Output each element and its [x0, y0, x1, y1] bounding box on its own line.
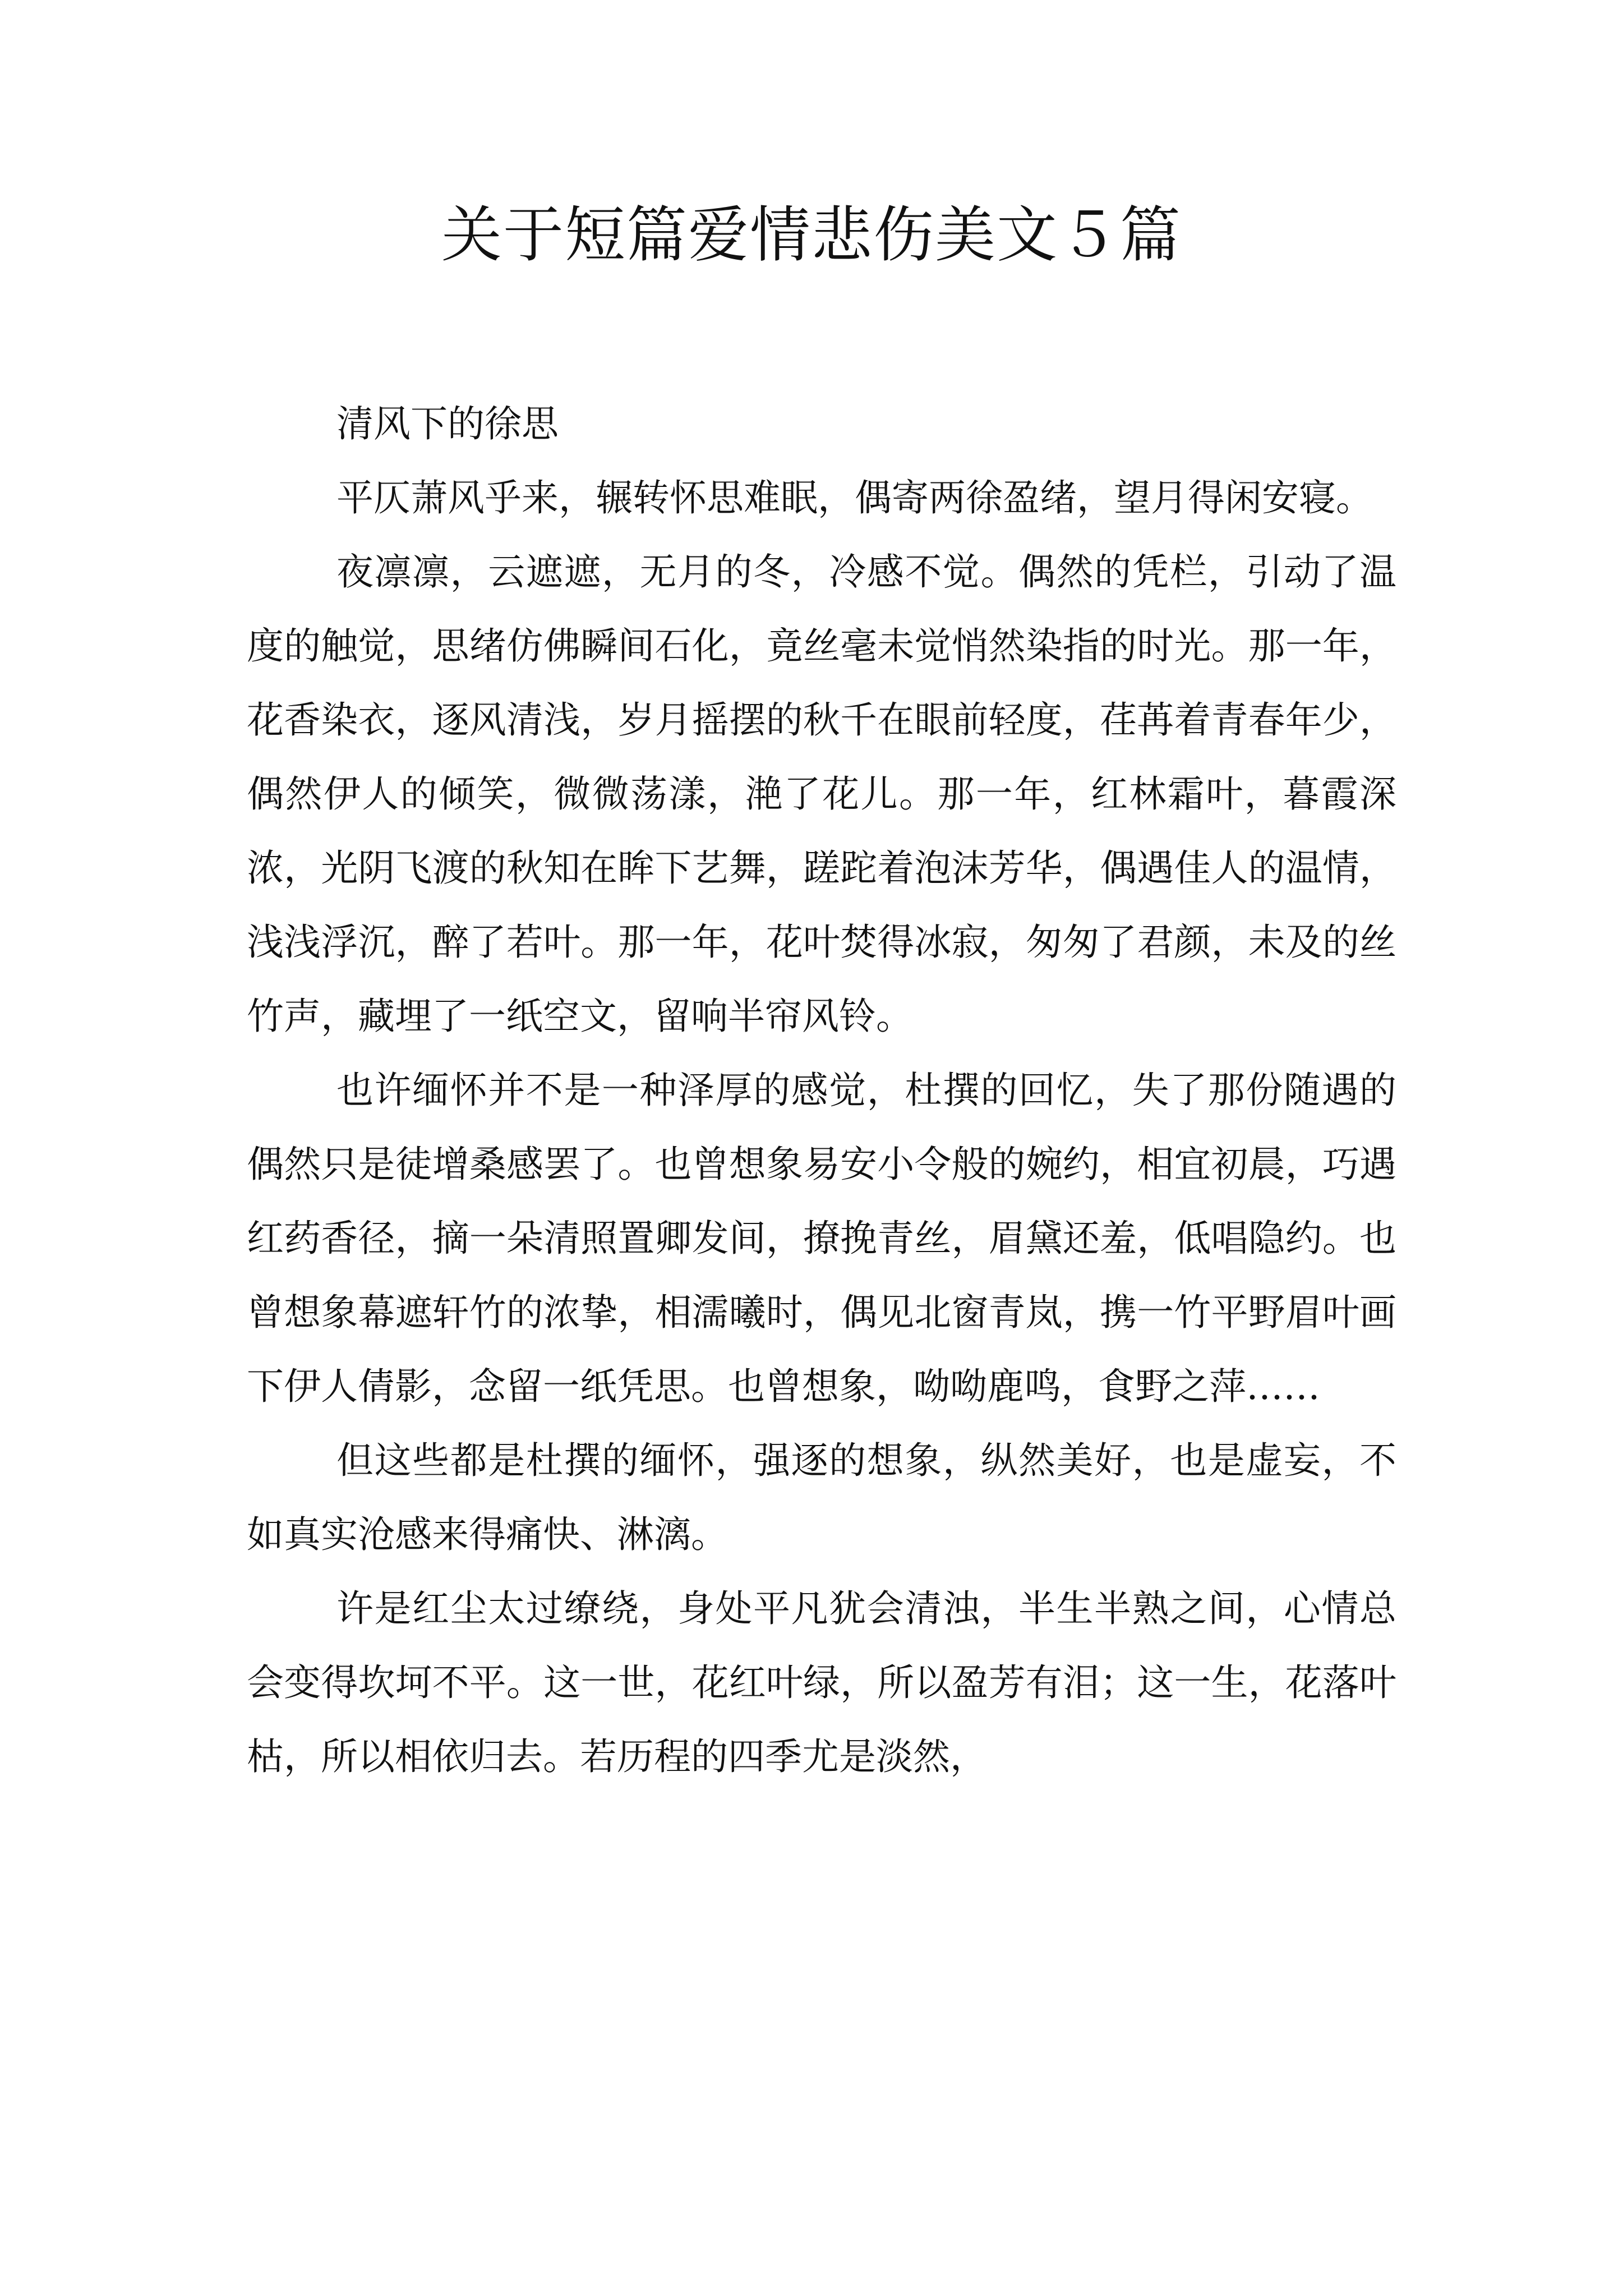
document-body	[247, 387, 1396, 1794]
paragraph: 也许缅怀并不是一种泽厚的感觉，杜撰的回忆，失了那份随遇的偶然只是徒增桑感罢了。也曾想象易安小令般的婉约，相宜初晨，巧遇红药香径，摘一朵清照置卿发间，撩挽青丝，眉黛还羞，低唱隐约。也曾想象幕遮轩竹的浓挚，相濡曦时，偶见北窗青岚，携一竹平野眉叶画下伊人倩影，念留一纸凭思。也曾想象，呦呦鹿鸣，食野之萍……	[247, 1069, 1396, 1408]
paragraph: 但这些都是杜撰的缅怀，强逐的想象，纵然美好，也是虚妄，不如真实沧感来得痛快、淋漓。	[247, 1439, 1396, 1556]
paragraph: 夜凛凛，云遮遮，无月的冬，冷感不觉。偶然的凭栏，引动了温度的触觉，思绪仿佛瞬间石化，竟丝毫未觉悄然染指的时光。那一年，花香染衣，逐风清浅，岁月摇摆的秋千在眼前轻度，荏苒着青春年少，偶然伊人的倾笑，微微荡漾，滟了花儿。那一年，红林霜叶，暮霞深浓，光阴飞渡的秋知在眸下艺舞，蹉跎着泡沫芳华，偶遇佳人的温情，浅浅浮沉，醉了若叶。那一年，花叶焚得冰寂，匆匆了君颜，未及的丝竹声，藏埋了一纸空文，留响半帘风铃。	[247, 550, 1396, 1038]
document-title: 关于短篇爱情悲伤美文５篇	[441, 200, 1182, 270]
paragraph: 许是红尘太过缭绕，身处平凡犹会清浊，半生半熟之间，心情总会变得坎坷不平。这一世，花红叶绿，所以盈芳有泪；这一生，花落叶枯，所以相依归去。若历程的四季尤是淡然，	[247, 1587, 1396, 1778]
paragraph-heading: 清风下的徐思	[336, 402, 559, 445]
paragraph: 平仄萧风乎来，辗转怀思难眠，偶寄两徐盈绪，望月得闲安寝。	[336, 476, 1373, 519]
